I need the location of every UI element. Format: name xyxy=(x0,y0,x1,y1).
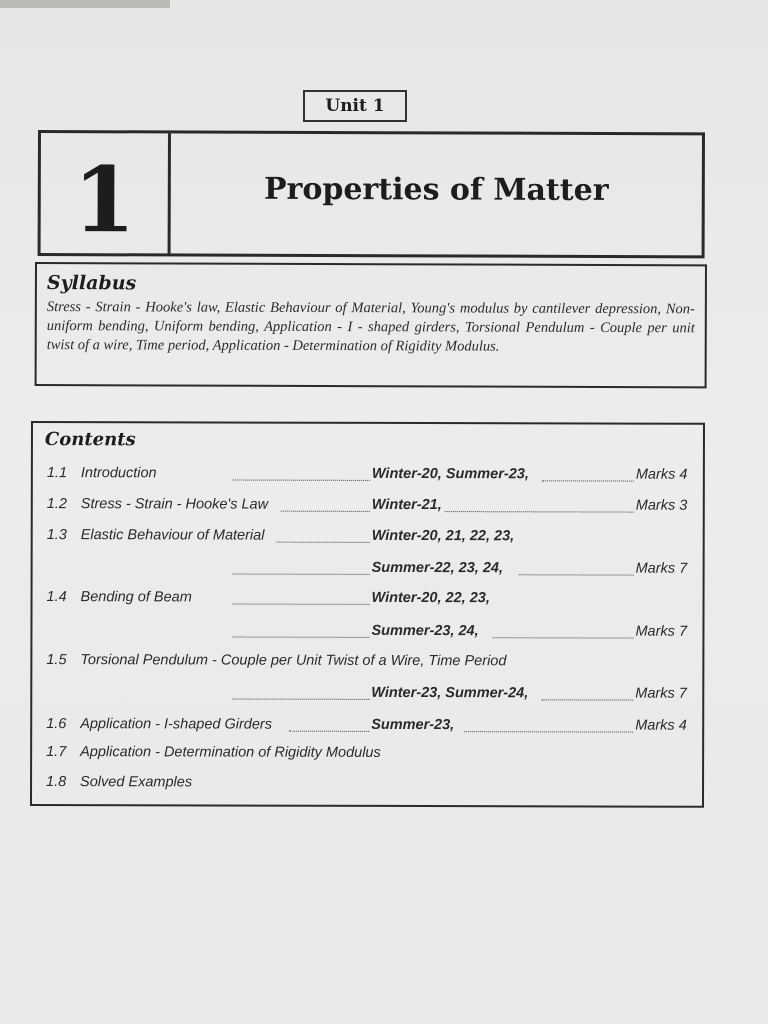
dot-leader xyxy=(445,499,634,512)
contents-row-1-4-cont xyxy=(32,622,702,644)
entry-terms: Winter-20, 21, 22, 23, xyxy=(371,527,515,545)
chapter-title: Properties of Matter xyxy=(263,171,609,208)
entry-number: 1.5 xyxy=(46,652,67,669)
entry-number: 1.8 xyxy=(46,774,67,791)
contents-row-1-6[interactable] xyxy=(32,716,702,738)
entry-terms-cont: Winter-23, Summer-24, xyxy=(371,684,529,702)
entry-terms: Summer-23, xyxy=(371,716,455,734)
entry-title: Elastic Behaviour of Material xyxy=(80,527,265,544)
entry-terms: Winter-20, Summer-23, xyxy=(371,465,529,483)
syllabus-text: Stress - Strain - Hooke's law, Elastic Behaviour of Material, Young's modulus by cantilever depression, Non-uniform bending, Uniform bending, Application - I - shaped girders, Torsional Pendulum - Couple per unit twist of a wire, Time period, Application - Determination of Rigidity Modulus. xyxy=(46,299,695,355)
dot-leader xyxy=(233,468,370,481)
contents-row-1-5[interactable] xyxy=(32,652,702,674)
contents-row-1-2[interactable] xyxy=(33,496,703,518)
chapter-number: 1 xyxy=(41,133,171,253)
dot-leader xyxy=(464,719,633,732)
dot-leader xyxy=(233,592,370,605)
entry-number: 1.4 xyxy=(46,589,67,606)
entry-marks: Marks 4 xyxy=(635,466,688,483)
dot-leader xyxy=(542,468,634,481)
contents-row-1-5-cont xyxy=(32,684,702,706)
contents-heading: Contents xyxy=(44,429,136,451)
entry-number: 1.2 xyxy=(46,496,67,513)
dot-leader xyxy=(232,687,369,700)
entry-terms: Winter-21, xyxy=(371,496,442,514)
contents-row-1-3-cont xyxy=(33,559,703,581)
dot-leader xyxy=(492,625,633,638)
entry-title: Torsional Pendulum - Couple per Unit Twist of a Wire, Time Period xyxy=(80,652,507,670)
entry-number: 1.3 xyxy=(46,527,67,544)
dot-leader xyxy=(232,625,369,638)
syllabus-heading: Syllabus xyxy=(46,272,137,295)
entry-terms-cont: Summer-22, 23, 24, xyxy=(371,559,504,577)
chapter-header xyxy=(38,130,705,258)
entry-number: 1.6 xyxy=(46,716,67,733)
entry-terms-cont: Summer-23, 24, xyxy=(371,622,479,640)
entry-marks: Marks 7 xyxy=(635,560,688,577)
entry-number: 1.1 xyxy=(46,465,68,482)
dot-leader xyxy=(519,562,634,575)
entry-marks: Marks 3 xyxy=(635,497,688,514)
entry-title: Introduction xyxy=(80,465,157,482)
dot-leader xyxy=(541,687,633,700)
syllabus-section xyxy=(35,262,707,388)
entry-terms: Winter-20, 22, 23, xyxy=(371,589,490,607)
contents-row-1-8[interactable] xyxy=(32,774,702,796)
entry-title: Solved Examples xyxy=(80,774,193,791)
entry-marks: Marks 7 xyxy=(635,623,688,640)
contents-row-1-4[interactable] xyxy=(33,589,703,611)
entry-title: Application - I-shaped Girders xyxy=(80,716,273,733)
dot-leader xyxy=(281,499,370,512)
contents-row-1-7[interactable] xyxy=(32,744,702,766)
dot-leader xyxy=(233,562,370,575)
entry-number: 1.7 xyxy=(46,744,67,761)
entry-marks: Marks 7 xyxy=(635,685,687,702)
page-top-edge xyxy=(0,0,170,8)
contents-row-1-1[interactable] xyxy=(33,465,703,487)
entry-title: Bending of Beam xyxy=(80,589,192,606)
contents-section xyxy=(30,421,705,808)
dot-leader xyxy=(277,530,370,543)
contents-row-1-3[interactable] xyxy=(33,527,703,549)
entry-title: Application - Determination of Rigidity Modulus xyxy=(80,744,381,761)
entry-title: Stress - Strain - Hooke's Law xyxy=(80,496,269,513)
dot-leader xyxy=(289,719,369,732)
unit-label: Unit 1 xyxy=(303,90,407,122)
entry-marks: Marks 4 xyxy=(635,717,687,734)
